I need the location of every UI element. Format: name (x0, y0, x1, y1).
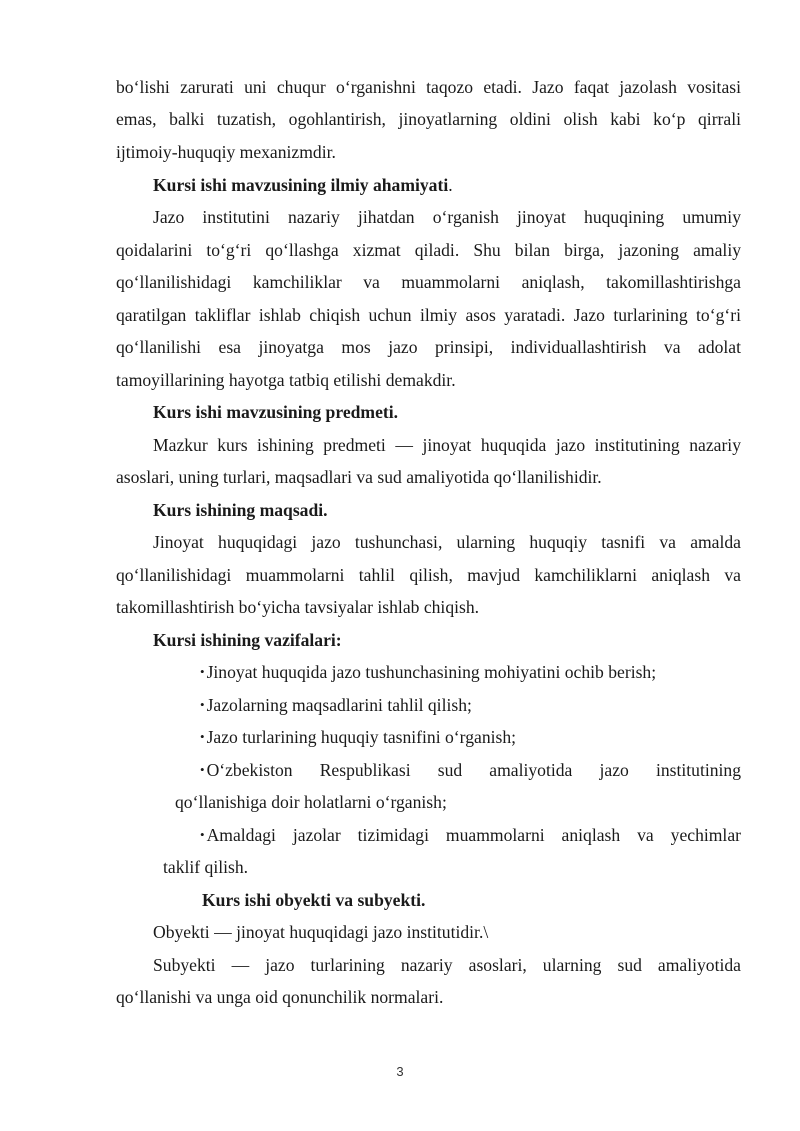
paragraph-line: Jinoyat huquqidagi jazo tushunchasi, ularning huquqiy tasnifi va amalda (153, 532, 741, 552)
paragraph-line: asoslari, uning turlari, maqsadlari va sud amaliyotida qo‘llanilishidir. (116, 467, 602, 487)
bullet-text: Jazo turlarining huquqiy tasnifini o‘rganish; (206, 727, 517, 747)
bullet-item (200, 664, 741, 682)
bullet-text: Jinoyat huquqida jazo tushunchasining mohiyatini ochib berish; (206, 662, 657, 682)
bullet-text: Jazolarning maqsadlarini tahlil qilish; (206, 695, 472, 715)
paragraph-line: Obyekti — jinoyat huquqidagi jazo institutidir.\ (153, 922, 489, 942)
section-heading-predmet: Kurs ishi mavzusining predmeti. (153, 402, 399, 422)
heading-period: . (448, 175, 453, 195)
section-heading-ahamiyat (153, 177, 453, 195)
paragraph-line: qaratilgan takliflar ishlab chiqish uchun ilmiy asos yaratadi. Jazo turlarining to‘g‘ri (116, 305, 741, 325)
paragraph-line: Subyekti — jazo turlarining nazariy asoslari, ularning sud amaliyotida (153, 955, 741, 975)
bullet-icon: • (200, 664, 205, 679)
paragraph-line: Jazo institutini nazariy jihatdan o‘rganish jinoyat huquqining umumiy (153, 207, 741, 227)
page-number: 3 (396, 1064, 404, 1079)
paragraph-line: Mazkur kurs ishining predmeti — jinoyat huquqida jazo institutining nazariy (153, 435, 741, 455)
section-heading-vazifalar: Kursi ishining vazifalari: (153, 630, 342, 650)
bullet-text: O‘zbekiston Respublikasi sud amaliyotida jazo institutining (206, 760, 741, 780)
paragraph-line: takomillashtirish bo‘yicha tavsiyalar ishlab chiqish. (116, 597, 480, 617)
bullet-item (200, 697, 741, 715)
paragraph-line: qo‘llanishi va unga oid qonunchilik normalari. (116, 987, 444, 1007)
section-heading-maqsad: Kurs ishining maqsadi. (153, 500, 328, 520)
bullet-text: Amaldagi jazolar tizimidagi muammolarni aniqlash va yechimlar (206, 825, 741, 845)
paragraph-line: ijtimoiy-huquqiy mexanizmdir. (116, 142, 336, 162)
paragraph-line: bo‘lishi zarurati uni chuqur o‘rganishni taqozo etadi. Jazo faqat jazolash vositasi (116, 77, 741, 97)
bullet-icon: • (200, 729, 205, 744)
bullet-continuation: taklif qilish. (163, 857, 249, 877)
heading-text: Kursi ishi mavzusining ilmiy ahamiyati (153, 175, 449, 195)
paragraph-line: qo‘llanilishidagi kamchiliklar va muammolarni aniqlash, takomillashtirishga (116, 272, 741, 292)
paragraph-line: qoidalarini to‘g‘ri qo‘llashga xizmat qiladi. Shu bilan birga, jazoning amaliy (116, 240, 741, 260)
bullet-icon: • (200, 827, 205, 842)
paragraph-line: qo‘llanilishi esa jinoyatga mos jazo prinsipi, individuallashtirish va adolat (116, 337, 741, 357)
bullet-item (200, 827, 741, 845)
bullet-continuation: qo‘llanishiga doir holatlarni o‘rganish; (175, 792, 447, 812)
section-heading-obyekt: Kurs ishi obyekti va subyekti. (202, 890, 426, 910)
paragraph-line: tamoyillarining hayotga tatbiq etilishi demakdir. (116, 370, 456, 390)
bullet-item (200, 729, 741, 747)
bullet-icon: • (200, 697, 205, 712)
bullet-icon: • (200, 762, 205, 777)
paragraph-line: qo‘llanilishidagi muammolarni tahlil qilish, mavjud kamchiliklarni aniqlash va (116, 565, 741, 585)
paragraph-line: emas, balki tuzatish, ogohlantirish, jinoyatlarning oldini olish kabi ko‘p qirrali (116, 109, 741, 129)
bullet-item (200, 762, 741, 780)
